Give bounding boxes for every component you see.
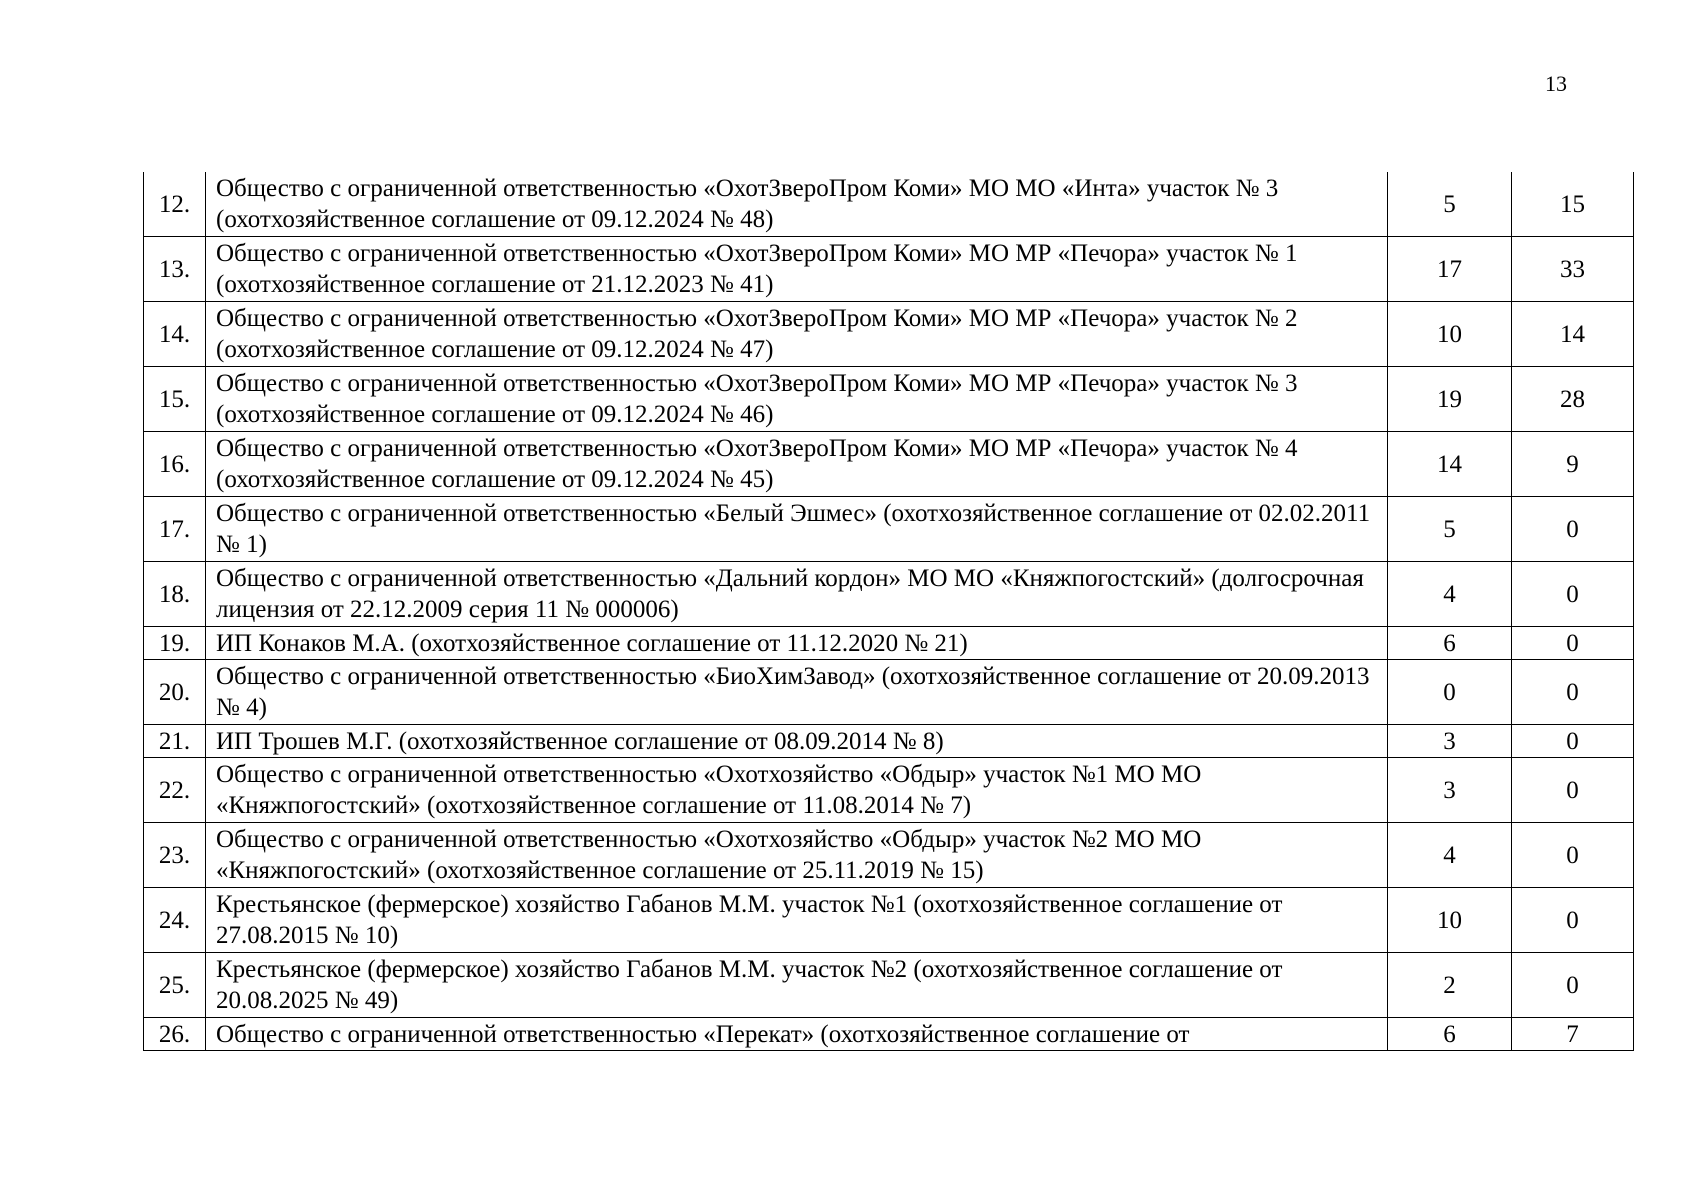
row-description: Крестьянское (фермерское) хозяйство Габанов М.М. участок №1 (охотхозяйственное соглашение от 27.08.2015 № 10) xyxy=(206,888,1388,953)
table-body xyxy=(144,172,1634,1051)
row-value-1: 19 xyxy=(1388,367,1512,432)
table-row xyxy=(144,953,1634,1018)
table-row xyxy=(144,888,1634,953)
table-row xyxy=(144,237,1634,302)
row-value-1: 3 xyxy=(1388,758,1512,823)
row-number: 12. xyxy=(144,172,206,237)
table-row xyxy=(144,627,1634,660)
row-description: Общество с ограниченной ответственностью «ОхотЗвероПром Коми» МО МР «Печора» участок № 1 (охотхозяйственное соглашение от 21.12.2023 № 41) xyxy=(206,237,1388,302)
row-description: Общество с ограниченной ответственностью «ОхотЗвероПром Коми» МО МО «Инта» участок № 3 (охотхозяйственное соглашение от 09.12.2024 № 48) xyxy=(206,172,1388,237)
row-number: 16. xyxy=(144,432,206,497)
row-value-1: 5 xyxy=(1388,172,1512,237)
row-value-1: 3 xyxy=(1388,725,1512,758)
row-value-2: 0 xyxy=(1512,627,1634,660)
row-value-1: 17 xyxy=(1388,237,1512,302)
row-number: 14. xyxy=(144,302,206,367)
row-value-2: 0 xyxy=(1512,953,1634,1018)
row-number: 24. xyxy=(144,888,206,953)
table-row xyxy=(144,172,1634,237)
row-description: Общество с ограниченной ответственностью «Перекат» (охотхозяйственное соглашение от xyxy=(206,1018,1388,1051)
row-number: 18. xyxy=(144,562,206,627)
table-row xyxy=(144,758,1634,823)
row-value-1: 0 xyxy=(1388,660,1512,725)
table-row xyxy=(144,497,1634,562)
table-row xyxy=(144,725,1634,758)
row-description: Крестьянское (фермерское) хозяйство Габанов М.М. участок №2 (охотхозяйственное соглашение от 20.08.2025 № 49) xyxy=(206,953,1388,1018)
row-value-2: 7 xyxy=(1512,1018,1634,1051)
row-value-2: 0 xyxy=(1512,758,1634,823)
row-value-2: 14 xyxy=(1512,302,1634,367)
row-description: ИП Конаков М.А. (охотхозяйственное соглашение от 11.12.2020 № 21) xyxy=(206,627,1388,660)
row-number: 19. xyxy=(144,627,206,660)
row-number: 13. xyxy=(144,237,206,302)
row-value-1: 6 xyxy=(1388,627,1512,660)
row-value-2: 0 xyxy=(1512,725,1634,758)
row-value-1: 5 xyxy=(1388,497,1512,562)
row-number: 17. xyxy=(144,497,206,562)
row-value-1: 4 xyxy=(1388,562,1512,627)
row-number: 15. xyxy=(144,367,206,432)
row-value-2: 28 xyxy=(1512,367,1634,432)
row-description: Общество с ограниченной ответственностью «БиоХимЗавод» (охотхозяйственное соглашение от 20.09.2013 № 4) xyxy=(206,660,1388,725)
row-number: 22. xyxy=(144,758,206,823)
row-value-2: 0 xyxy=(1512,888,1634,953)
row-value-2: 0 xyxy=(1512,497,1634,562)
row-description: Общество с ограниченной ответственностью «Белый Эшмес» (охотхозяйственное соглашение от 02.02.2011 № 1) xyxy=(206,497,1388,562)
row-value-2: 33 xyxy=(1512,237,1634,302)
row-description: Общество с ограниченной ответственностью «Охотхозяйство «Обдыр» участок №2 МО МО «Княжпогостский» (охотхозяйственное соглашение от 25.11.2019 № 15) xyxy=(206,823,1388,888)
row-value-1: 6 xyxy=(1388,1018,1512,1051)
row-description: Общество с ограниченной ответственностью «Охотхозяйство «Обдыр» участок №1 МО МО «Княжпогостский» (охотхозяйственное соглашение от 11.08.2014 № 7) xyxy=(206,758,1388,823)
table-row xyxy=(144,302,1634,367)
row-value-1: 14 xyxy=(1388,432,1512,497)
page-number: 13 xyxy=(1545,71,1567,96)
row-description: Общество с ограниченной ответственностью «ОхотЗвероПром Коми» МО МР «Печора» участок № 2 (охотхозяйственное соглашение от 09.12.2024 № 47) xyxy=(206,302,1388,367)
row-value-2: 9 xyxy=(1512,432,1634,497)
table-row xyxy=(144,562,1634,627)
table-row xyxy=(144,823,1634,888)
row-value-2: 0 xyxy=(1512,823,1634,888)
row-value-1: 10 xyxy=(1388,888,1512,953)
row-number: 20. xyxy=(144,660,206,725)
row-number: 21. xyxy=(144,725,206,758)
row-value-1: 4 xyxy=(1388,823,1512,888)
row-number: 26. xyxy=(144,1018,206,1051)
row-value-2: 0 xyxy=(1512,660,1634,725)
row-value-1: 10 xyxy=(1388,302,1512,367)
row-description: ИП Трошев М.Г. (охотхозяйственное соглашение от 08.09.2014 № 8) xyxy=(206,725,1388,758)
row-value-1: 2 xyxy=(1388,953,1512,1018)
table-row xyxy=(144,660,1634,725)
data-table xyxy=(143,172,1634,1051)
row-value-2: 15 xyxy=(1512,172,1634,237)
table-row xyxy=(144,367,1634,432)
row-number: 23. xyxy=(144,823,206,888)
row-number: 25. xyxy=(144,953,206,1018)
row-description: Общество с ограниченной ответственностью «ОхотЗвероПром Коми» МО МР «Печора» участок № 3 (охотхозяйственное соглашение от 09.12.2024 № 46) xyxy=(206,367,1388,432)
row-value-2: 0 xyxy=(1512,562,1634,627)
table-row xyxy=(144,432,1634,497)
row-description: Общество с ограниченной ответственностью «ОхотЗвероПром Коми» МО МР «Печора» участок № 4 (охотхозяйственное соглашение от 09.12.2024 № 45) xyxy=(206,432,1388,497)
table-row xyxy=(144,1018,1634,1051)
row-description: Общество с ограниченной ответственностью «Дальний кордон» МО МО «Княжпогостский» (долгосрочная лицензия от 22.12.2009 серия 11 № 000006) xyxy=(206,562,1388,627)
